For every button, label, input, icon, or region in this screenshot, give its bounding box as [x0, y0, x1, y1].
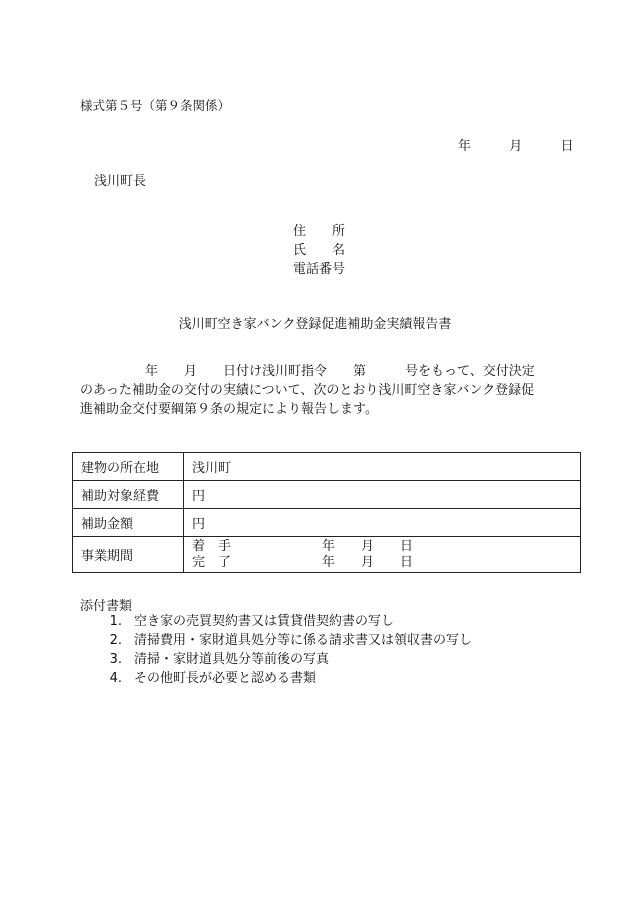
date-year: 年 — [458, 139, 472, 154]
subsidy-amount-value: 円 — [184, 509, 581, 537]
table-row — [73, 453, 581, 481]
attachments-title: 添付書類 — [80, 599, 133, 614]
list-item-number: 3. — [109, 652, 122, 667]
list-item — [95, 669, 472, 688]
document-title: 浅川町空き家バンク登録促進補助金実績報告書 — [178, 317, 452, 332]
row-label: 建物の所在地 — [73, 453, 184, 481]
body-paragraph — [80, 362, 560, 419]
list-item-text: 清掃費用・家財道具処分等に係る請求書又は領収書の写し — [134, 633, 473, 648]
list-item — [95, 650, 472, 669]
table-row — [73, 481, 581, 509]
phone-label: 電話番号 — [293, 262, 346, 277]
date-month: 月 — [509, 139, 523, 154]
table-row — [73, 537, 581, 573]
attachments-list — [95, 612, 472, 688]
row-label: 補助対象経費 — [73, 481, 184, 509]
addressee: 浅川町長 — [94, 174, 147, 189]
list-item — [95, 631, 472, 650]
applicant-block — [293, 222, 345, 279]
date-day: 日 — [560, 139, 574, 154]
list-item — [95, 612, 472, 631]
eligible-cost-value: 円 — [184, 481, 581, 509]
row-label: 補助金額 — [73, 509, 184, 537]
table-row — [73, 509, 581, 537]
info-table — [72, 452, 581, 573]
list-item-text: その他町長が必要と認める書類 — [134, 671, 317, 686]
list-item-number: 1. — [109, 614, 122, 629]
body-line-1: 年 月 日付け浅川町指令 第 号をもって、交付決定 — [80, 364, 535, 379]
row-label: 事業期間 — [73, 537, 184, 573]
list-item-number: 4. — [109, 671, 122, 686]
list-item-number: 2. — [109, 633, 122, 648]
form-number: 様式第５号（第９条関係） — [80, 98, 231, 113]
building-location-value: 浅川町 — [184, 453, 581, 481]
list-item-text: 空き家の売買契約書又は賃貸借契約書の写し — [134, 614, 395, 629]
list-item-text: 清掃・家財道具処分等前後の写真 — [134, 652, 330, 667]
address-label: 住 所 — [293, 224, 346, 239]
date-line — [458, 135, 574, 154]
project-period-value — [184, 537, 581, 573]
name-label: 氏 名 — [293, 243, 346, 258]
period-start: 着 手 年 月 日 — [192, 538, 414, 554]
body-line-3: 進補助金交付要綱第９条の規定により報告します。 — [80, 402, 378, 417]
period-end: 完 了 年 月 日 — [192, 554, 414, 570]
body-line-2: のあった補助金の交付の実績について、次のとおり浅川町空き家バンク登録促 — [80, 383, 535, 398]
